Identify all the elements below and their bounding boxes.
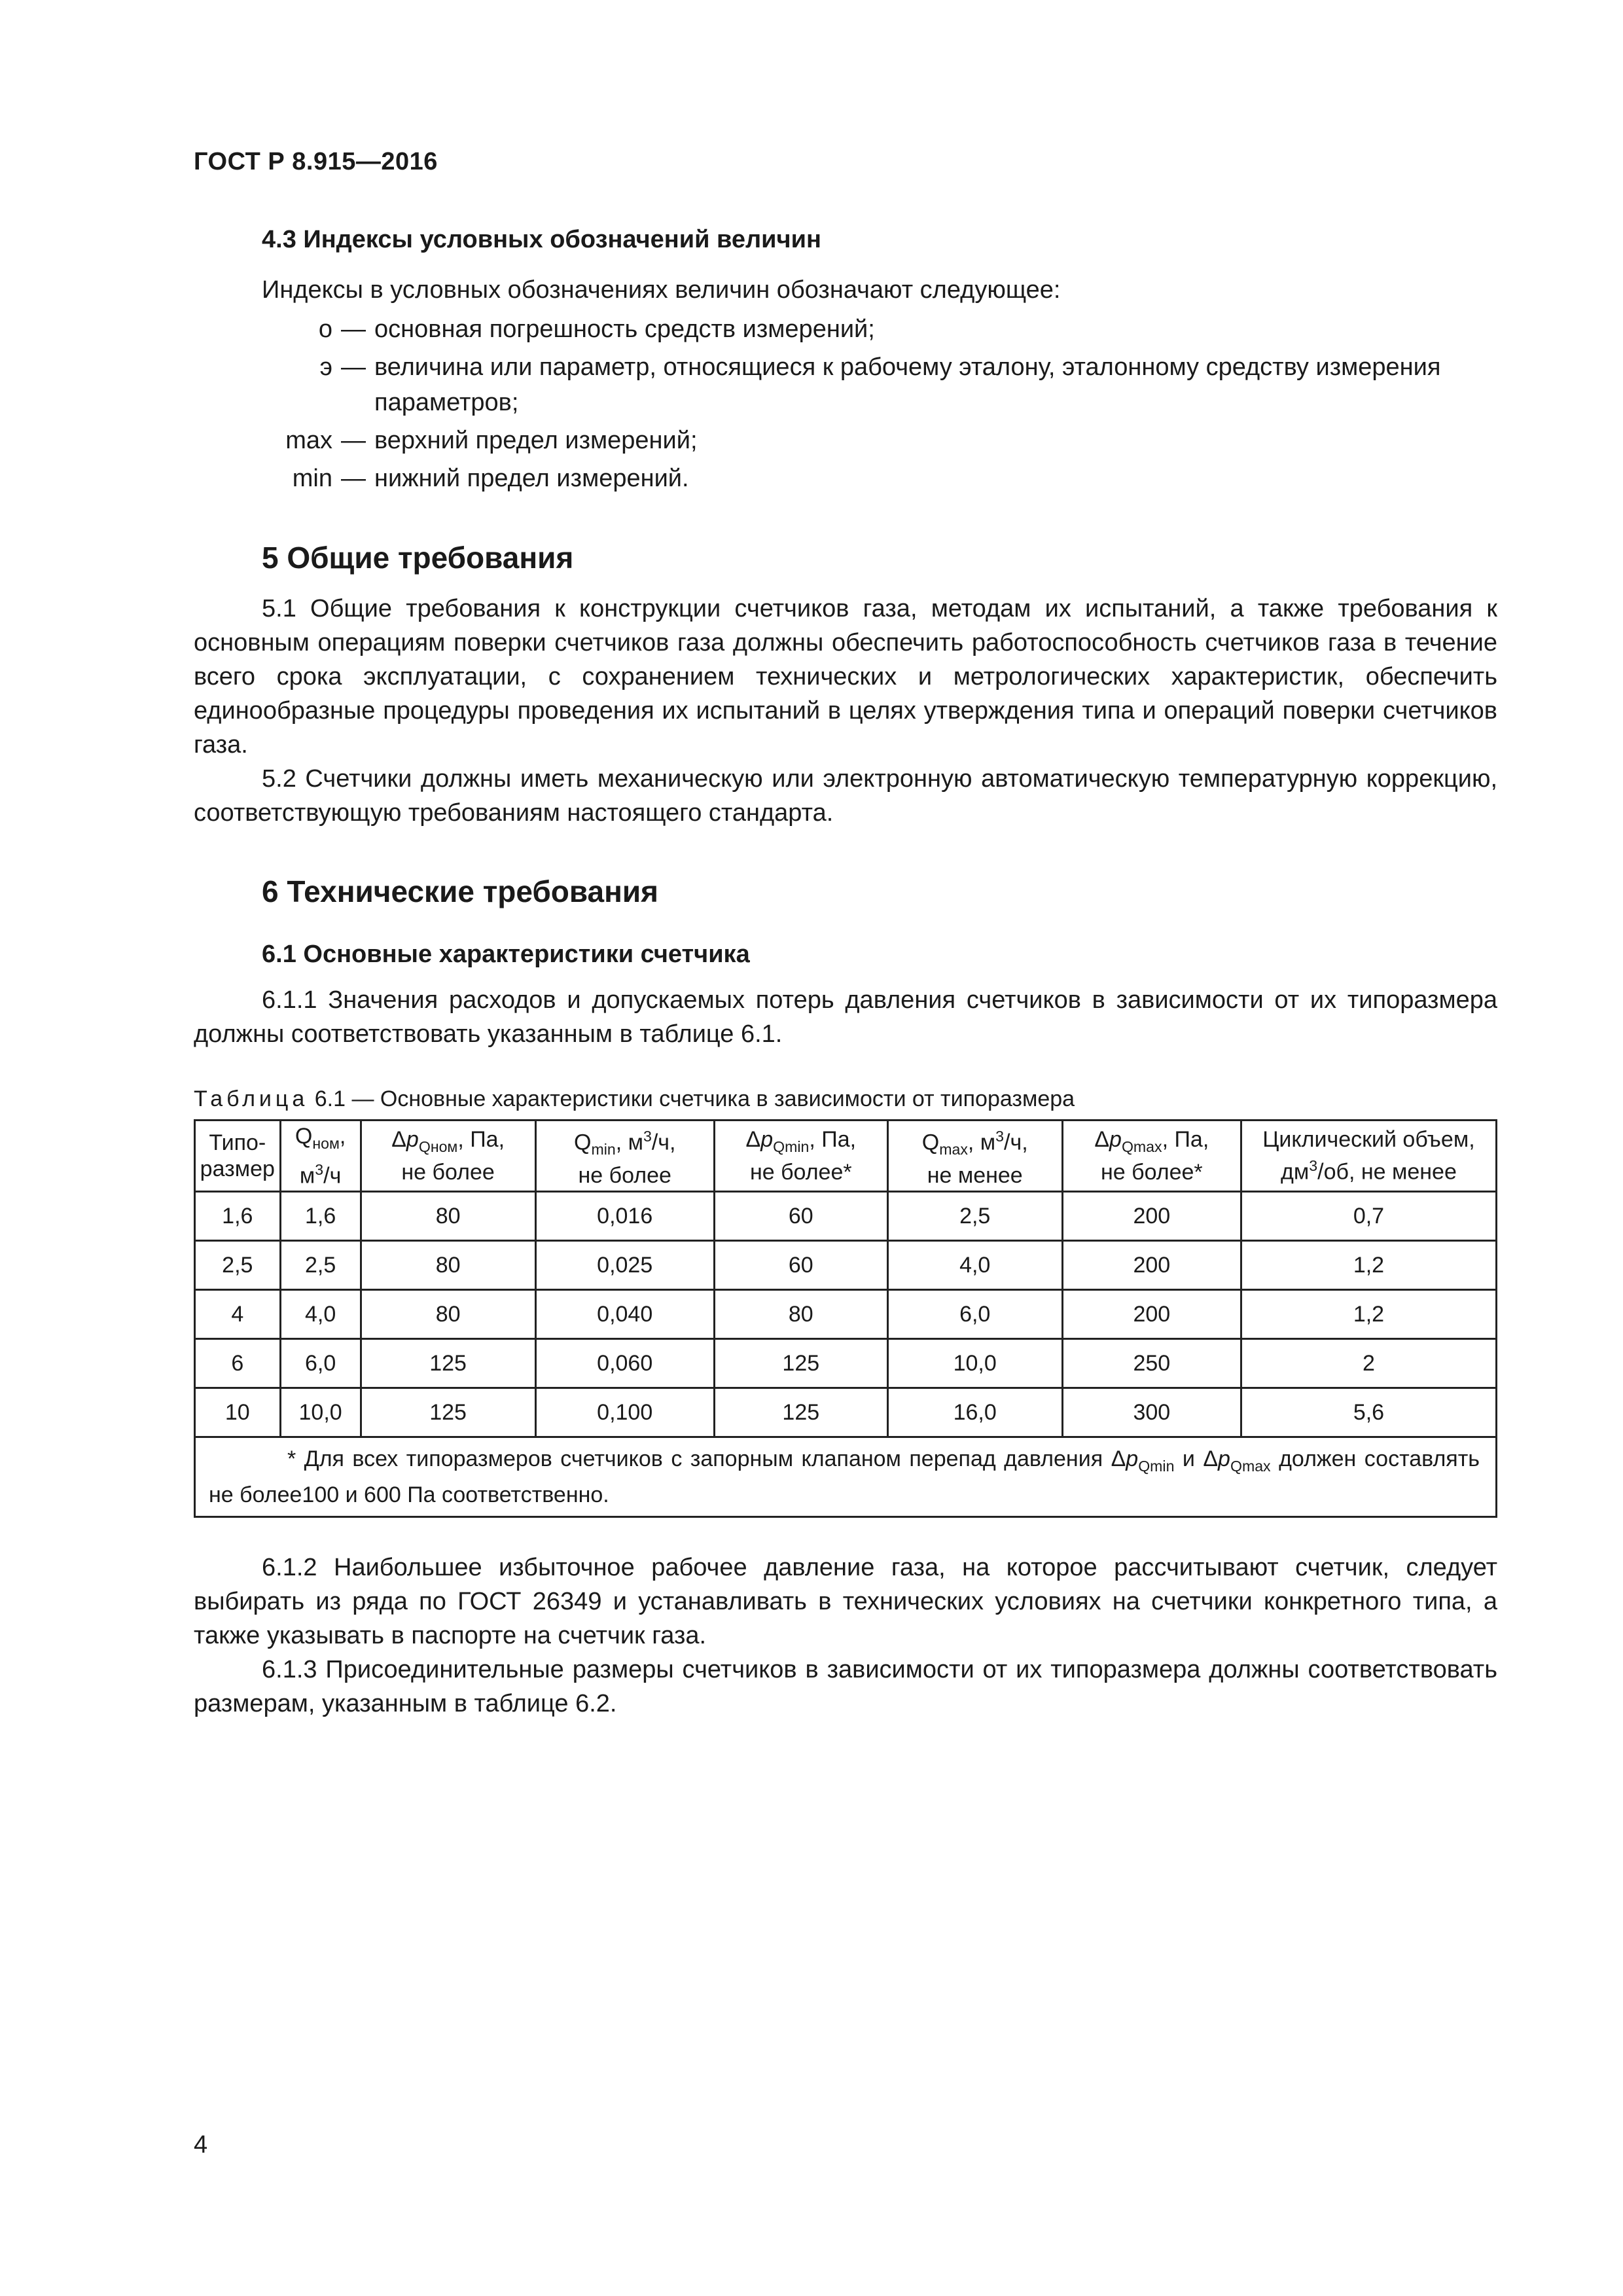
table-cell: 60: [714, 1192, 887, 1241]
table-cell: 0,016: [535, 1192, 714, 1241]
table-cell: 200: [1062, 1241, 1241, 1290]
section-4-3-intro: Индексы в условных обозначениях величин обозначают следующее:: [262, 276, 1061, 304]
paragraph-5-1: 5.1 Общие требования к конструкции счетчиков газа, методам их испытаний, а также требования к основным операциям поверки счетчиков газа должны обеспечить работоспособность счетчиков газа в течение всего срока эксплуатации, с сохранением технических и метрологических характеристик, обеспечить единообразные процедуры проведения их испытаний в целях утверждения типа и операций поверки счетчиков газа.: [194, 595, 1497, 759]
table-cell: 2,5: [195, 1241, 281, 1290]
table-cell: 10,0: [887, 1339, 1062, 1388]
header-dp-qmax: $\Delta p_{Qmax}$, Па, не более*: [1062, 1121, 1241, 1192]
table-cell: 1,6: [195, 1192, 281, 1241]
table-cell: 0,060: [535, 1339, 714, 1388]
table-footnote: * Для всех типоразмеров счетчиков с запорным клапаном перепад давления $\Delta p_{Qmin}$ и $\Delta p_{Qmax}$ должен составлять не более100 и 600 Па соответственно.: [195, 1437, 1497, 1517]
table-cell: 0,025: [535, 1241, 714, 1290]
definition-text: нижний предел измерений.: [374, 465, 689, 492]
header-q-min: $Q_{min}$, $м^3/ч$, не более: [535, 1121, 714, 1192]
table-cell: 80: [361, 1290, 535, 1339]
page-number: 4: [194, 2131, 208, 2159]
content: [194, 223, 1497, 1721]
definition-text: величина или параметр, относящиеся к рабочему эталону, эталонному средству измерения параметров;: [374, 353, 1441, 416]
table-cell: 250: [1062, 1339, 1241, 1388]
definition-key: э: [319, 353, 332, 381]
paragraph-6-1-1: 6.1.1 Значения расходов и допускаемых потерь давления счетчиков в зависимости от их типоразмера должны соответствовать указанным в таблице 6.1.: [194, 986, 1497, 1048]
table-cell: 0,7: [1241, 1192, 1496, 1241]
header-dp-qnom: $\Delta p_{Qном}$, Па, не более: [361, 1121, 535, 1192]
definition-text: верхний предел измерений;: [374, 427, 698, 454]
table-cell: 125: [714, 1388, 887, 1437]
definition-key: о: [318, 315, 332, 343]
table-cell: 4: [195, 1290, 281, 1339]
table-note-row: [195, 1437, 1497, 1517]
table-cell: 5,6: [1241, 1388, 1496, 1437]
table-cell: 0,040: [535, 1290, 714, 1339]
table-cell: 80: [714, 1290, 887, 1339]
index-definition-list: [194, 312, 1497, 496]
header-size: Типо- размер: [195, 1121, 281, 1192]
definition-item: [194, 423, 1497, 458]
table-cell: 200: [1062, 1192, 1241, 1241]
table-cell: 6,0: [887, 1290, 1062, 1339]
table-cell: 6: [195, 1339, 281, 1388]
table-cell: 125: [714, 1339, 887, 1388]
definition-item: [194, 312, 1497, 347]
table-cell: 60: [714, 1241, 887, 1290]
definition-key: max: [285, 427, 332, 454]
table-cell: 1,6: [280, 1192, 361, 1241]
definition-item: [194, 350, 1497, 420]
definition-dash: —: [341, 353, 366, 381]
section-4-3-title: 4.3 Индексы условных обозначений величин: [262, 226, 821, 253]
table-cell: 125: [361, 1339, 535, 1388]
table-cell: 10: [195, 1388, 281, 1437]
paragraph-5-2: 5.2 Счетчики должны иметь механическую или электронную автоматическую температурную коррекцию, соответствующую требованиям настоящего стандарта.: [194, 765, 1497, 827]
table-cell: 80: [361, 1241, 535, 1290]
table-caption-text: 6.1 — Основные характеристики счетчика в зависимости от типоразмера: [308, 1086, 1075, 1111]
definition-dash: —: [341, 315, 366, 343]
table-row: [195, 1241, 1497, 1290]
table-cell: 4,0: [280, 1290, 361, 1339]
table-cell: 200: [1062, 1290, 1241, 1339]
table-cell: 16,0: [887, 1388, 1062, 1437]
document-code: ГОСТ Р 8.915—2016: [194, 148, 438, 175]
table-cell: 1,2: [1241, 1241, 1496, 1290]
table-caption-word: Таблица: [194, 1086, 309, 1111]
table-caption: [194, 1084, 1497, 1114]
header-cyclic-volume: Циклический объем, $дм^3/об$, не менее: [1241, 1121, 1496, 1192]
table-cell: 2: [1241, 1339, 1496, 1388]
characteristics-table: [194, 1119, 1497, 1518]
table-cell: 6,0: [280, 1339, 361, 1388]
header-q-nom: $Q_{ном}$, $м^3/ч$: [280, 1121, 361, 1192]
table-row: [195, 1192, 1497, 1241]
section-6-1-title: 6.1 Основные характеристики счетчика: [262, 941, 750, 968]
table-cell: 1,2: [1241, 1290, 1496, 1339]
section-5-title: 5 Общие требования: [262, 541, 574, 575]
table-cell: 0,100: [535, 1388, 714, 1437]
table-cell: 80: [361, 1192, 535, 1241]
table-row: [195, 1339, 1497, 1388]
section-6-title: 6 Технические требования: [262, 874, 658, 908]
table-cell: 10,0: [280, 1388, 361, 1437]
table-row: [195, 1388, 1497, 1437]
table-row: [195, 1290, 1497, 1339]
table-cell: 125: [361, 1388, 535, 1437]
definition-text: основная погрешность средств измерений;: [374, 315, 875, 343]
table-cell: 300: [1062, 1388, 1241, 1437]
table-cell: 2,5: [887, 1192, 1062, 1241]
table-header-row: [195, 1121, 1497, 1192]
table-cell: 2,5: [280, 1241, 361, 1290]
header-dp-qmin: $\Delta p_{Qmin}$, Па, не более*: [714, 1121, 887, 1192]
paragraph-6-1-2: 6.1.2 Наибольшее избыточное рабочее давление газа, на которое рассчитывают счетчик, следует выбирать из ряда по ГОСТ 26349 и устанавливать в технических условиях на счетчики конкретного типа, а также указывать в паспорте на счетчик газа.: [194, 1553, 1497, 1649]
definition-key: min: [292, 465, 332, 492]
definition-dash: —: [341, 427, 366, 454]
definition-item: [194, 461, 1497, 496]
paragraph-6-1-3: 6.1.3 Присоединительные размеры счетчиков в зависимости от их типоразмера должны соответствовать размерам, указанным в таблице 6.2.: [194, 1655, 1497, 1717]
definition-dash: —: [341, 465, 366, 492]
header-q-max: $Q_{max}$, $м^3/ч$, не менее: [887, 1121, 1062, 1192]
table-cell: 4,0: [887, 1241, 1062, 1290]
